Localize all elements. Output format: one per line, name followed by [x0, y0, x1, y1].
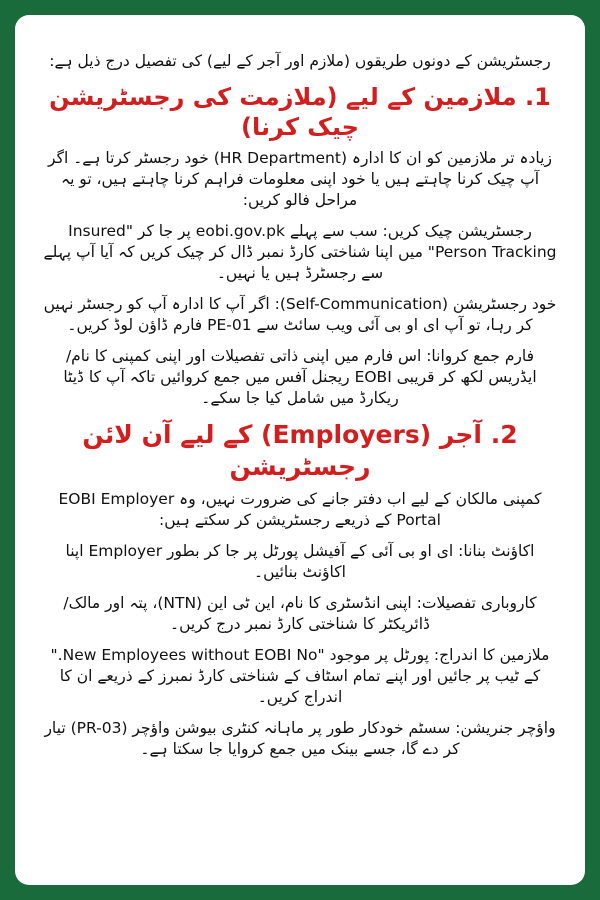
section1-paragraph-4: فارم جمع کروانا: اس فارم میں اپنی ذاتی تفصیلات اور اپنی کمپنی کا نام/ایڈریس لکھ کر قریبی EOBI ریجنل آفس میں جمع کروائیں تاکہ آپ کا ڈیٹا ریکارڈ میں شامل کیا جا سکے۔	[63, 347, 537, 407]
section2-paragraph-3: کاروباری تفصیلات: اپنی انڈسٹری کا نام، این ٹی این (NTN)، پتہ اور مالک/ڈائریکٹر کا شناختی کارڈ نمبر درج کریں۔	[63, 594, 537, 633]
section2-heading: 2. آجر (Employers) کے لیے آن لائن رجسٹریشن	[82, 420, 518, 481]
intro-text: رجسٹریشن کے دونوں طریقوں (ملازم اور آجر کے لیے) کی تفصیل درج ذیل ہے:	[49, 52, 551, 70]
section2-paragraph-4: ملازمین کا اندراج: پورٹل پر موجود "New Employees without EOBI No." کے ٹیب پر جائیں اور اپنے تمام اسٹاف کے شناختی کارڈ نمبرز کے ذریعے ان کا اندراج کریں۔	[50, 646, 550, 706]
section1-paragraph-2: رجسٹریشن چیک کریں: سب سے پہلے eobi.gov.pk پر جا کر "Insured Person Tracking" میں اپنا شناختی کارڈ نمبر ڈال کر چیک کریں کہ آیا آپ پہلے سے رجسٹرڈ ہیں یا نہیں۔	[43, 222, 557, 282]
section1-heading: 1. ملازمین کے لیے (ملازمت کی رجسٹریشن چیک کرنا)	[49, 83, 551, 141]
section2-paragraph-1: کمپنی مالکان کے لیے اب دفتر جانے کی ضرورت نہیں، وہ EOBI Employer Portal کے ذریعے رجسٹریشن کر سکتے ہیں:	[58, 490, 542, 529]
section1-paragraph-1: زیادہ تر ملازمین کو ان کا ادارہ (HR Department) خود رجسٹر کرتا ہے۔ اگر آپ چیک کرنا چاہتے ہیں یا خود اپنی معلومات فراہم کرنا چاہتے ہیں، تو یہ مراحل فالو کریں:	[48, 149, 552, 209]
section1-paragraph-3: خود رجسٹریشن (Self-Communication): اگر آپ کا ادارہ آپ کو رجسٹر نہیں کر رہا، تو آپ ای او بی آئی ویب سائٹ سے PE-01 فارم ڈاؤن لوڈ کریں۔	[43, 295, 557, 334]
section2-paragraph-2: اکاؤنٹ بنانا: ای او بی آئی کے آفیشل پورٹل پر جا کر بطور Employer اپنا اکاؤنٹ بنائیں۔	[65, 542, 535, 581]
section2-paragraph-5: واؤچر جنریشن: سسٹم خودکار طور پر ماہانہ کنٹری بیوشن واؤچر (PR-03) تیار کر دے گا، جسے بینک میں جمع کروایا جا سکتا ہے۔	[44, 719, 556, 758]
content-card	[15, 15, 585, 885]
